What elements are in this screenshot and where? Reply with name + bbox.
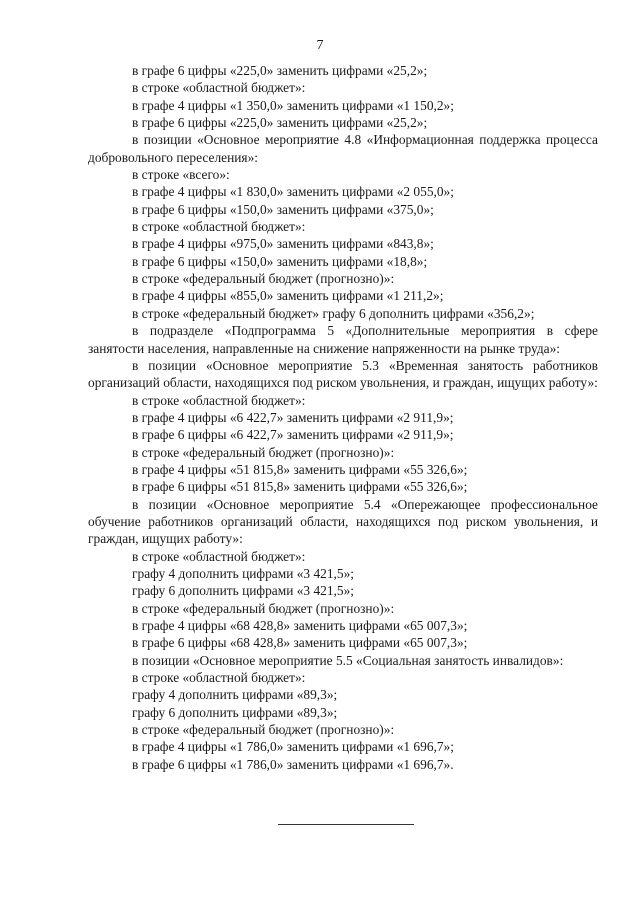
text-line: в графе 6 цифры «150,0» заменить цифрами «18,8»; (132, 253, 428, 269)
text-line: в графе 6 цифры «51 815,8» заменить цифрами «55 326,6»; (132, 479, 468, 495)
text-line: в графе 4 цифры «51 815,8» заменить цифрами «55 326,6»; (132, 461, 468, 477)
text-line: в графе 4 цифры «68 428,8» заменить цифрами «65 007,3»; (132, 618, 468, 633)
text-line: графу 4 дополнить цифрами «3 421,5»; (132, 565, 354, 581)
text-paragraph: в позиции «Основное мероприятие 5.3 «Временная занятость работников организаций области, находящихся под риском увольнения, и граждан, ищущих работу»: (88, 357, 598, 391)
text-line: в строке «областной бюджет»: (132, 548, 306, 564)
text-line: в графе 6 цифры «150,0» заменить цифрами «375,0»; (132, 201, 434, 217)
text-line: в графе 4 цифры «975,0» заменить цифрами «843,8»; (132, 236, 434, 252)
text-line: в строке «федеральный бюджет (прогнозно)»: (132, 444, 395, 460)
text-line: в строке «областной бюджет»: (132, 219, 306, 235)
text-line: графу 6 дополнить цифрами «89,3»; (132, 704, 338, 720)
text-line: в графе 4 цифры «1 786,0» заменить цифрами «1 696,7»; (132, 739, 454, 755)
text-line: в строке «областной бюджет»: (132, 670, 306, 686)
text-line: графу 4 дополнить цифрами «89,3»; (132, 687, 338, 703)
text-line: графу 6 дополнить цифрами «3 421,5»; (132, 583, 354, 599)
page-number: 7 (316, 38, 324, 53)
text-line: в графе 6 цифры «225,0» заменить цифрами «25,2»; (132, 115, 428, 131)
text-line: в графе 4 цифры «855,0» заменить цифрами «1 211,2»; (132, 288, 444, 304)
text-line: в позиции «Основное мероприятие 5.5 «Социальная занятость инвалидов»: (132, 652, 564, 668)
text-line: в строке «федеральный бюджет (прогнозно)»: (132, 722, 395, 738)
document-body (88, 62, 598, 773)
text-line: в строке «федеральный бюджет» графу 6 дополнить цифрами «356,2»; (132, 305, 535, 321)
text-line: в строке «областной бюджет»: (132, 80, 306, 96)
text-paragraph: в подразделе «Подпрограмма 5 «Дополнительные мероприятия в сфере занятости населения, направленные на снижение напряженности на рынке труда»: (88, 323, 598, 356)
text-line: в графе 4 цифры «1 830,0» заменить цифрами «2 055,0»; (132, 184, 454, 200)
text-paragraph: в позиции «Основное мероприятие 4.8 «Информационная поддержка процесса добровольного переселения»: (88, 132, 598, 165)
closing-separator-line (278, 824, 414, 825)
text-line: в строке «областной бюджет»: (132, 392, 306, 408)
text-line: в графе 6 цифры «1 786,0» заменить цифрами «1 696,7». (132, 756, 454, 772)
text-line: в графе 4 цифры «6 422,7» заменить цифрами «2 911,9»; (132, 409, 454, 425)
text-paragraph: в позиции «Основное мероприятие 5.4 «Опережающее профессиональное обучение работников организаций области, находящихся под риском увольнения, и граждан, ищущих работу»: (88, 496, 598, 547)
text-line: в графе 6 цифры «6 422,7» заменить цифрами «2 911,9»; (132, 427, 454, 443)
text-line: в строке «федеральный бюджет (прогнозно)»: (132, 271, 395, 287)
text-line: в графе 4 цифры «1 350,0» заменить цифрами «1 150,2»; (132, 97, 454, 113)
text-line: в графе 6 цифры «68 428,8» заменить цифрами «65 007,3»; (132, 635, 468, 651)
text-line: в строке «всего»: (132, 167, 230, 183)
text-line: в графе 6 цифры «225,0» заменить цифрами «25,2»; (132, 63, 428, 78)
text-line: в строке «федеральный бюджет (прогнозно)»: (132, 600, 395, 616)
